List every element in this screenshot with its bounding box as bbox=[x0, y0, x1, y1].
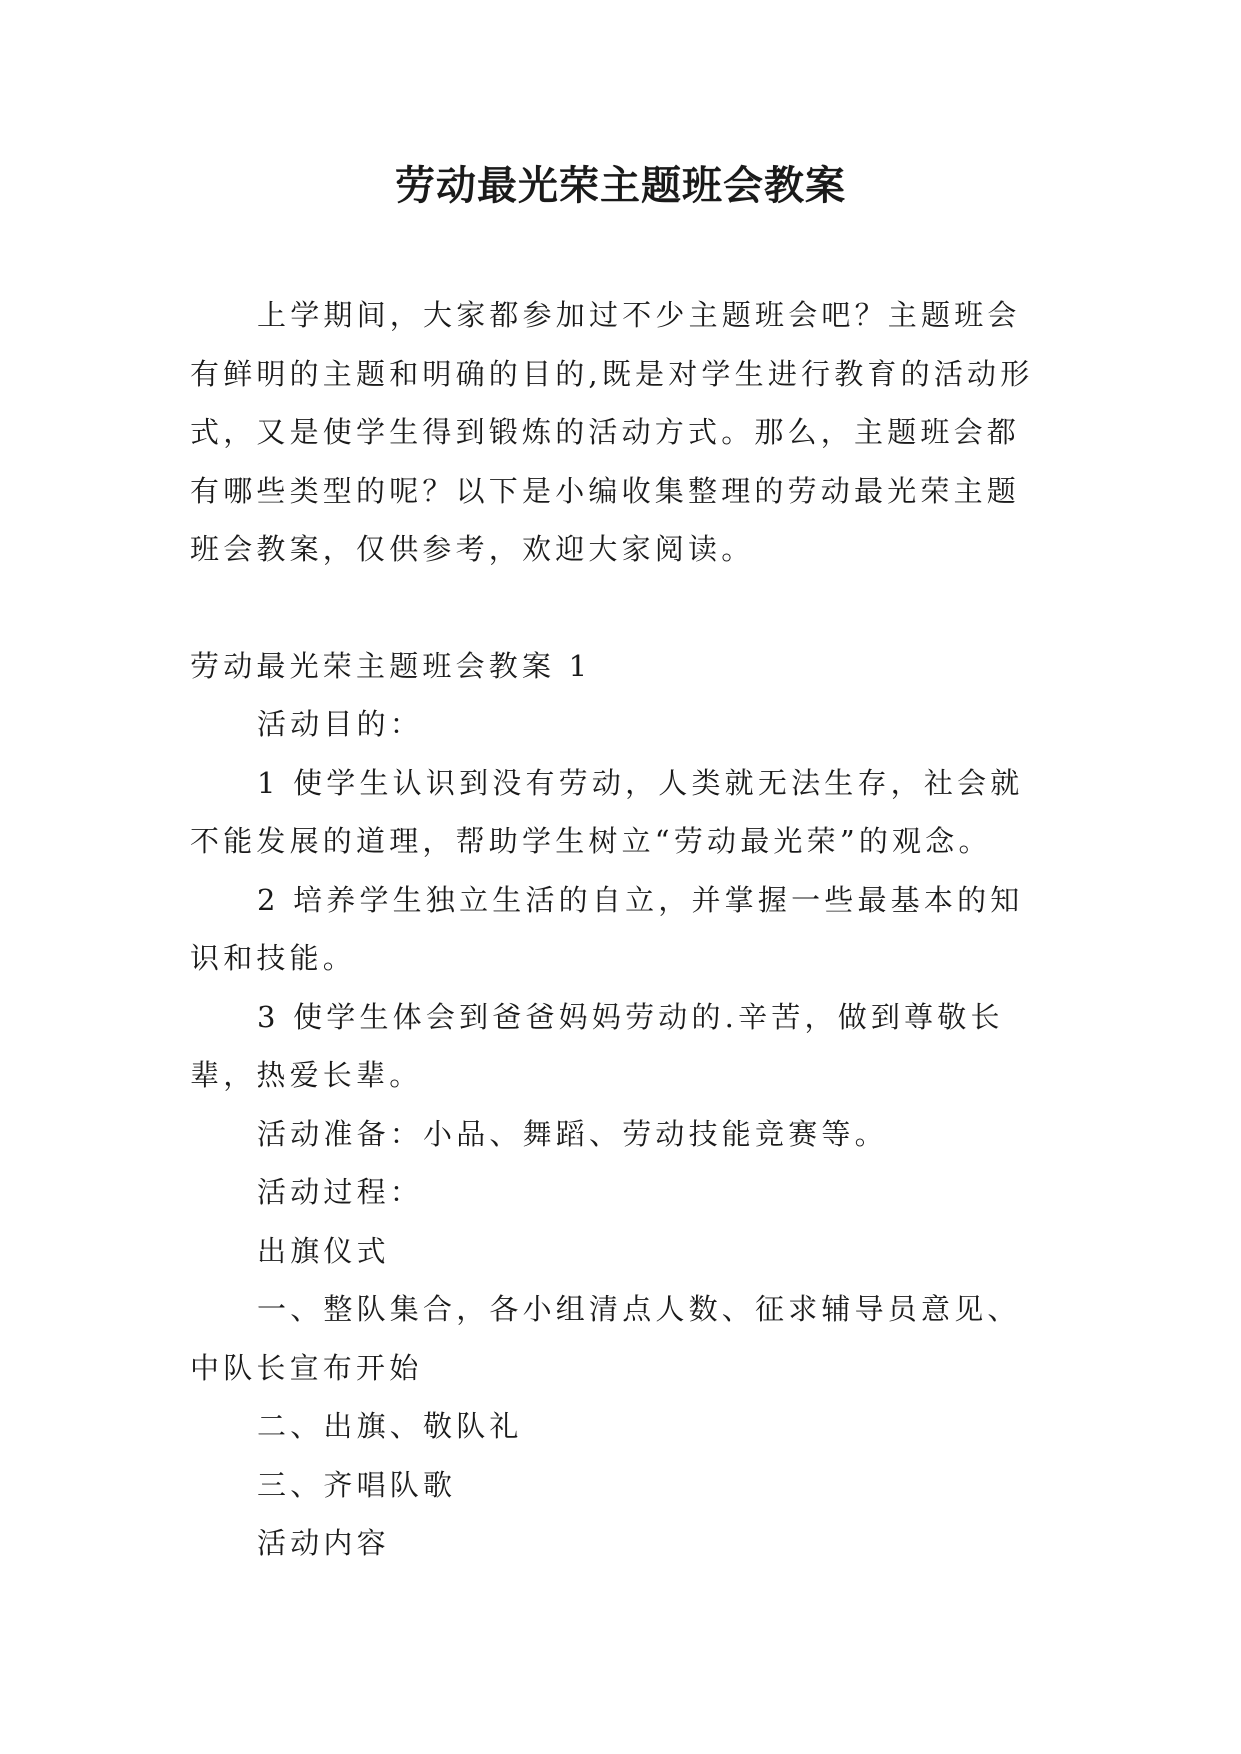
paragraph-goal-1: 1 使学生认识到没有劳动，人类就无法生存，社会就不能发展的道理，帮助学生树立“劳动最光荣”的观念。 bbox=[190, 765, 1024, 858]
document-body bbox=[190, 286, 1050, 1573]
paragraph-activity-content: 活动内容 bbox=[257, 1526, 390, 1560]
paragraph-step-1: 一、整队集合，各小组清点人数、征求辅导员意见、中队长宣布开始 bbox=[190, 1292, 1021, 1385]
paragraph-spacer bbox=[190, 579, 1050, 637]
paragraph-step-3: 三、齐唱队歌 bbox=[257, 1467, 457, 1502]
intro-paragraph: 上学期间，大家都参加过不少主题班会吧？主题班会有鲜明的主题和明确的目的,既是对学生进行教育的活动形式，又是使学生得到锻炼的活动方式。那么，主题班会都有哪些类型的呢？以下是小编收集整理的劳动最光荣主题班会教案，仅供参考，欢迎大家阅读。 bbox=[190, 298, 1034, 566]
paragraph-goal-3: 3 使学生体会到爸爸妈妈劳动的.辛苦，做到尊敬长辈，热爱长辈。 bbox=[190, 999, 1004, 1092]
paragraph-activity-goal: 活动目的： bbox=[257, 707, 424, 741]
document-title: 劳动最光荣主题班会教案 bbox=[395, 162, 846, 209]
paragraph-step-2: 二、出旗、敬队礼 bbox=[257, 1409, 523, 1443]
paragraph-preparation: 活动准备：小品、舞蹈、劳动技能竞赛等。 bbox=[257, 1116, 888, 1151]
section-heading: 劳动最光荣主题班会教案 1 bbox=[190, 648, 592, 683]
paragraph-goal-2: 2 培养学生独立生活的自立，并掌握一些最基本的知识和技能。 bbox=[190, 882, 1024, 975]
paragraph-process: 活动过程： bbox=[257, 1175, 424, 1209]
paragraph-flag-ceremony: 出旗仪式 bbox=[257, 1233, 390, 1268]
